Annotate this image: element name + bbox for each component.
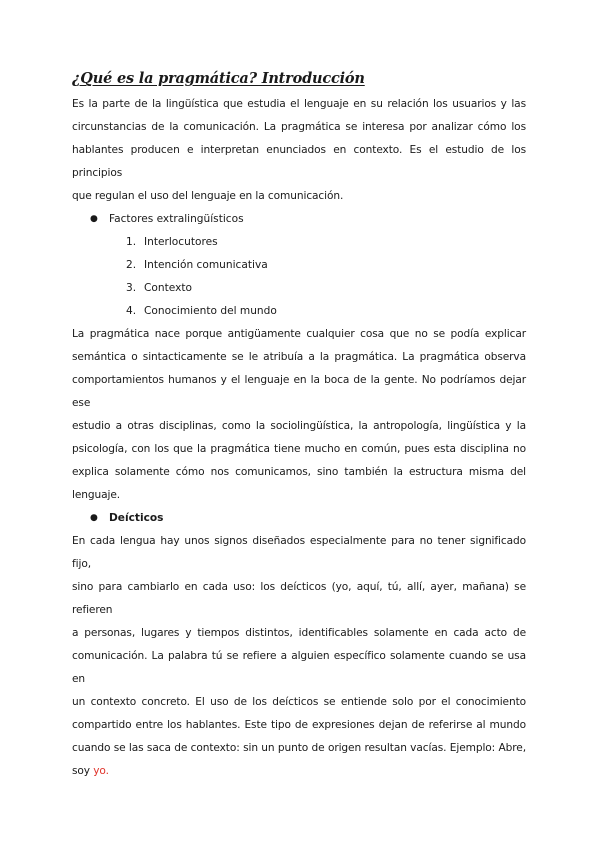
paragraph-line: que regulan el uso del lenguaje en la comunicación. [72, 190, 344, 202]
page-title: ¿Qué es la pragmática? Introducción [72, 70, 365, 87]
deicticos-paragraph [72, 530, 526, 783]
item-label: Intención comunicativa [144, 259, 268, 271]
paragraph-line: comunicación. La palabra tú se refiere a alguien específico solamente cuando se usa en [72, 650, 526, 685]
factors-label: Factores extralingüísticos [109, 213, 244, 225]
document-page [72, 70, 526, 783]
paragraph-line: cuando se las saca de contexto: sin un punto de origen resultan vacías. Ejemplo: Abre, [72, 742, 526, 754]
deicticos-heading: Deícticos [109, 512, 164, 524]
list-item [72, 277, 526, 300]
deicticos-list [72, 507, 526, 530]
paragraph-line: hablantes producen e interpretan enunciados en contexto. Es el estudio de los principios [72, 144, 526, 179]
factors-list [72, 208, 526, 231]
paragraph-line: sino para cambiarlo en cada uso: los deícticos (yo, aquí, tú, allí, ayer, mañana) se refieren [72, 581, 526, 616]
paragraph-line: psicología, con los que la pragmática tiene mucho en común, pues esta disciplina no [72, 443, 526, 455]
paragraph-line: comportamientos humanos y el lenguaje en la boca de la gente. No podríamos dejar ese [72, 374, 526, 409]
item-label: Conocimiento del mundo [144, 305, 277, 317]
list-item [72, 507, 526, 530]
item-number: 1. [126, 236, 137, 248]
paragraph-line: La pragmática nace porque antigüamente cualquier cosa que no se podía explicar [72, 328, 526, 340]
paragraph-line: compartido entre los hablantes. Este tipo de expresiones dejan de referirse al mundo [72, 719, 526, 731]
paragraph-line: estudio a otras disciplinas, como la sociolingüística, la antropología, lingüística y la [72, 420, 526, 432]
paragraph-line: explica solamente cómo nos comunicamos, sino también la estructura misma del lenguaje. [72, 466, 526, 501]
list-item [72, 254, 526, 277]
last-line-prefix: soy [72, 765, 94, 777]
paragraph-line: En cada lengua hay unos signos diseñados especialmente para no tener significado fijo, [72, 535, 526, 570]
factors-numbered-list [72, 231, 526, 323]
pragmatics-paragraph [72, 323, 526, 507]
item-number: 3. [126, 282, 137, 294]
item-number: 4. [126, 305, 137, 317]
item-label: Contexto [144, 282, 192, 294]
bullet-icon: ● [90, 214, 98, 224]
list-item [72, 300, 526, 323]
paragraph-line: semántica o sintacticamente se le atribuía a la pragmática. La pragmática observa [72, 351, 526, 363]
intro-paragraph [72, 93, 526, 208]
paragraph-line: un contexto concreto. El uso de los deícticos se entiende solo por el conocimiento [72, 696, 526, 708]
bullet-icon: ● [90, 513, 98, 523]
highlighted-word: yo. [93, 765, 109, 777]
list-item [72, 231, 526, 254]
paragraph-line: a personas, lugares y tiempos distintos, identificables solamente en cada acto de [72, 627, 526, 639]
item-number: 2. [126, 259, 137, 271]
paragraph-line: Es la parte de la lingüística que estudia el lenguaje en su relación los usuarios y las [72, 98, 526, 110]
paragraph-line: circunstancias de la comunicación. La pragmática se interesa por analizar cómo los [72, 121, 526, 133]
item-label: Interlocutores [144, 236, 218, 248]
list-item [72, 208, 526, 231]
paragraph-last-line [72, 760, 526, 783]
